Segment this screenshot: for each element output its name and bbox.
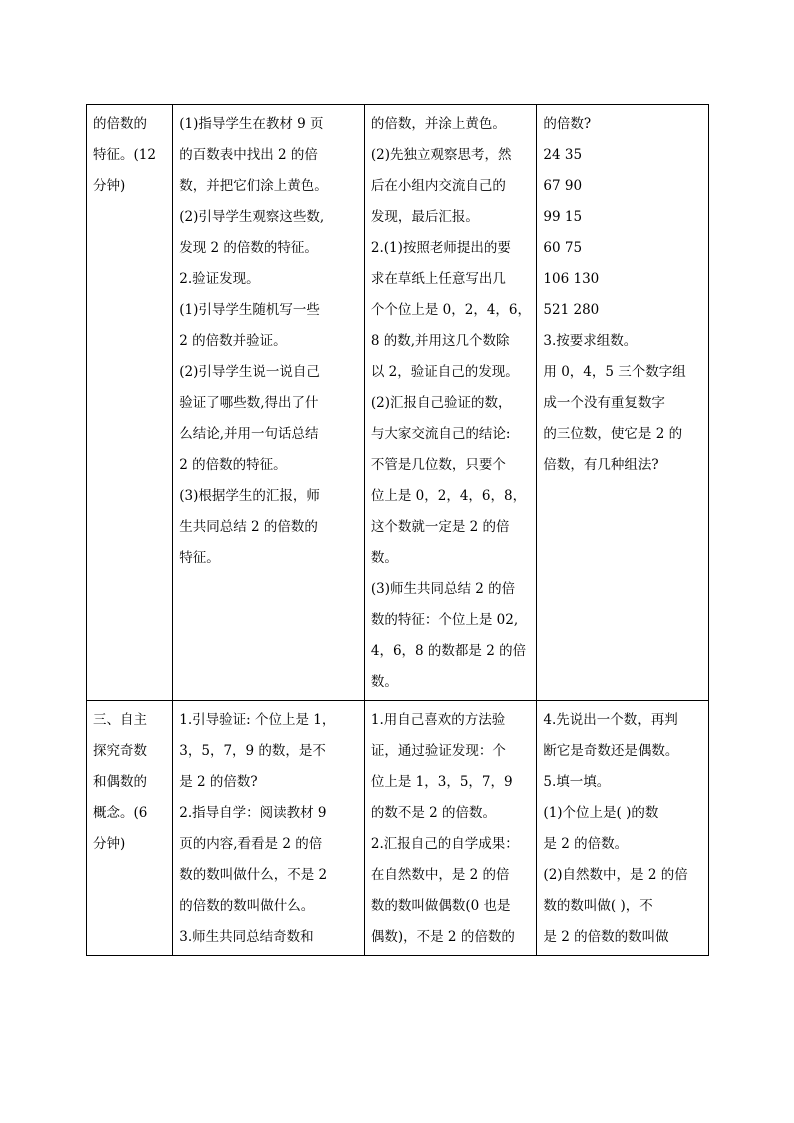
text-line: 和偶数的 (93, 774, 147, 790)
text-line: (2)引导学生观察这些数, (179, 209, 325, 225)
text-line: 的倍数的数叫做什么。 (179, 898, 315, 914)
text-line: 特征。 (179, 550, 220, 566)
text-line: 位上是 1，3，5，7，9 (370, 774, 513, 790)
text-line: 断它是奇数还是偶数。 (543, 743, 679, 759)
text-line: 数，并把它们涂上黄色。 (179, 178, 328, 194)
text-line: (2)先独立观察思考，然 (370, 147, 512, 163)
text-line: 的倍数? (543, 116, 592, 132)
text-line: 么结论,并用一句话总结 (179, 426, 319, 442)
teacher-activity-cell (173, 701, 365, 956)
text-line: 数的数叫做什么，不是 2 (179, 867, 328, 883)
text-line: 4，6，8 的数都是 2 的倍 (370, 643, 527, 659)
text-line: 求在草纸上任意写出几 (370, 271, 506, 287)
text-line: 的数不是 2 的倍数。 (370, 805, 497, 821)
table-row (87, 105, 709, 701)
text-line: 3.按要求组数。 (543, 333, 638, 349)
text-line: 2.(1)按照老师提出的要 (370, 240, 511, 256)
text-line: 3.师生共同总结奇数和 (179, 929, 314, 945)
text-line: 是 2 的倍数。 (543, 836, 629, 852)
text-line: 证，通过验证发现：个 (370, 743, 506, 759)
text-line: 位上是 0，2，4，6，8， (370, 488, 527, 504)
stage-cell (87, 105, 173, 701)
text-line: 的倍数，并涂上黄色。 (370, 116, 506, 132)
stage-cell (87, 701, 173, 956)
lesson-plan-table (86, 104, 709, 956)
text-line: 4.先说出一个数，再判 (543, 712, 678, 728)
text-line: 特征。(12 (93, 147, 156, 163)
text-line: 偶数)，不是 2 的倍数的 (370, 929, 515, 945)
text-line: 1.用自己喜欢的方法验 (370, 712, 506, 728)
text-line: 页的内容,看看是 2 的倍 (179, 836, 323, 852)
text-line: 2 的倍数的特征。 (179, 457, 287, 473)
text-line: 60 75 (543, 240, 583, 256)
text-line: 分钟) (93, 836, 126, 852)
table-row (87, 701, 709, 956)
text-line: 3，5，7，9 的数，是不 (179, 743, 326, 759)
text-line: 三、自主 (93, 712, 147, 728)
text-line: 生共同总结 2 的倍数的 (179, 519, 318, 535)
text-line: 67 90 (543, 178, 583, 194)
text-line: (3)师生共同总结 2 的倍 (370, 581, 516, 597)
text-line: 分钟) (93, 178, 126, 194)
text-line: 1.引导验证: 个位上是 1， (179, 712, 336, 728)
text-line: 的三位数，使它是 2 的 (543, 426, 683, 442)
text-line: 数。 (370, 674, 398, 690)
text-line: (1)指导学生在教材 9 页 (179, 116, 324, 132)
text-line: 用 0，4，5 三个数字组 (543, 364, 686, 380)
text-line: (2)自然数中，是 2 的倍 (543, 867, 688, 883)
text-line: 与大家交流自己的结论: (370, 426, 511, 442)
text-line: 521 280 (543, 302, 600, 318)
text-line: 数的特征：个位上是 02, (370, 612, 519, 628)
text-line: 2 的倍数并验证。 (179, 333, 287, 349)
text-line: (2)引导学生说一说自己 (179, 364, 320, 380)
text-line: 是 2 的倍数? (179, 774, 258, 790)
exercise-cell (537, 105, 709, 701)
student-activity-cell (364, 701, 537, 956)
text-line: 2.汇报自己的自学成果： (370, 836, 519, 852)
text-line: 2.指导自学：阅读教材 9 (179, 805, 327, 821)
text-line: 24 35 (543, 147, 583, 163)
teacher-activity-cell (173, 105, 365, 701)
text-line: (1)个位上是( )的数 (543, 805, 659, 821)
text-line: 5.填一填。 (543, 774, 611, 790)
text-line: 数的数叫做偶数(0 也是 (370, 898, 511, 914)
text-line: (1)引导学生随机写一些 (179, 302, 320, 318)
text-line: 这个数就一定是 2 的倍 (370, 519, 510, 535)
text-line: (3)根据学生的汇报，师 (179, 488, 320, 504)
text-line: 的百数表中找出 2 的倍 (179, 147, 318, 163)
text-line: 的倍数的 (93, 116, 147, 132)
text-line: 发现 2 的倍数的特征。 (179, 240, 318, 256)
student-activity-cell (364, 105, 537, 701)
exercise-cell (537, 701, 709, 956)
text-line: 8 的数,并用这几个数除 (370, 333, 510, 349)
text-line: 以 2，验证自己的发现。 (370, 364, 519, 380)
text-line: 个个位上是 0，2，4，6， (370, 302, 532, 318)
text-line: 概念。(6 (93, 805, 148, 821)
text-line: 倍数，有几种组法? (543, 457, 659, 473)
text-line: (2)汇报自己验证的数， (370, 395, 512, 411)
text-line: 是 2 的倍数的数叫做 (543, 929, 669, 945)
text-line: 数。 (370, 550, 398, 566)
text-line: 数的数叫做( )，不 (543, 898, 653, 914)
text-line: 发现，最后汇报。 (370, 209, 479, 225)
text-line: 后在小组内交流自己的 (370, 178, 506, 194)
text-line: 探究奇数 (93, 743, 147, 759)
text-line: 在自然数中，是 2 的倍 (370, 867, 510, 883)
text-line: 99 15 (543, 209, 583, 225)
text-line: 106 130 (543, 271, 600, 287)
text-line: 成一个没有重复数字 (543, 395, 665, 411)
text-line: 不管是几位数，只要个 (370, 457, 506, 473)
text-line: 验证了哪些数,得出了什 (179, 395, 319, 411)
text-line: 2.验证发现。 (179, 271, 260, 287)
